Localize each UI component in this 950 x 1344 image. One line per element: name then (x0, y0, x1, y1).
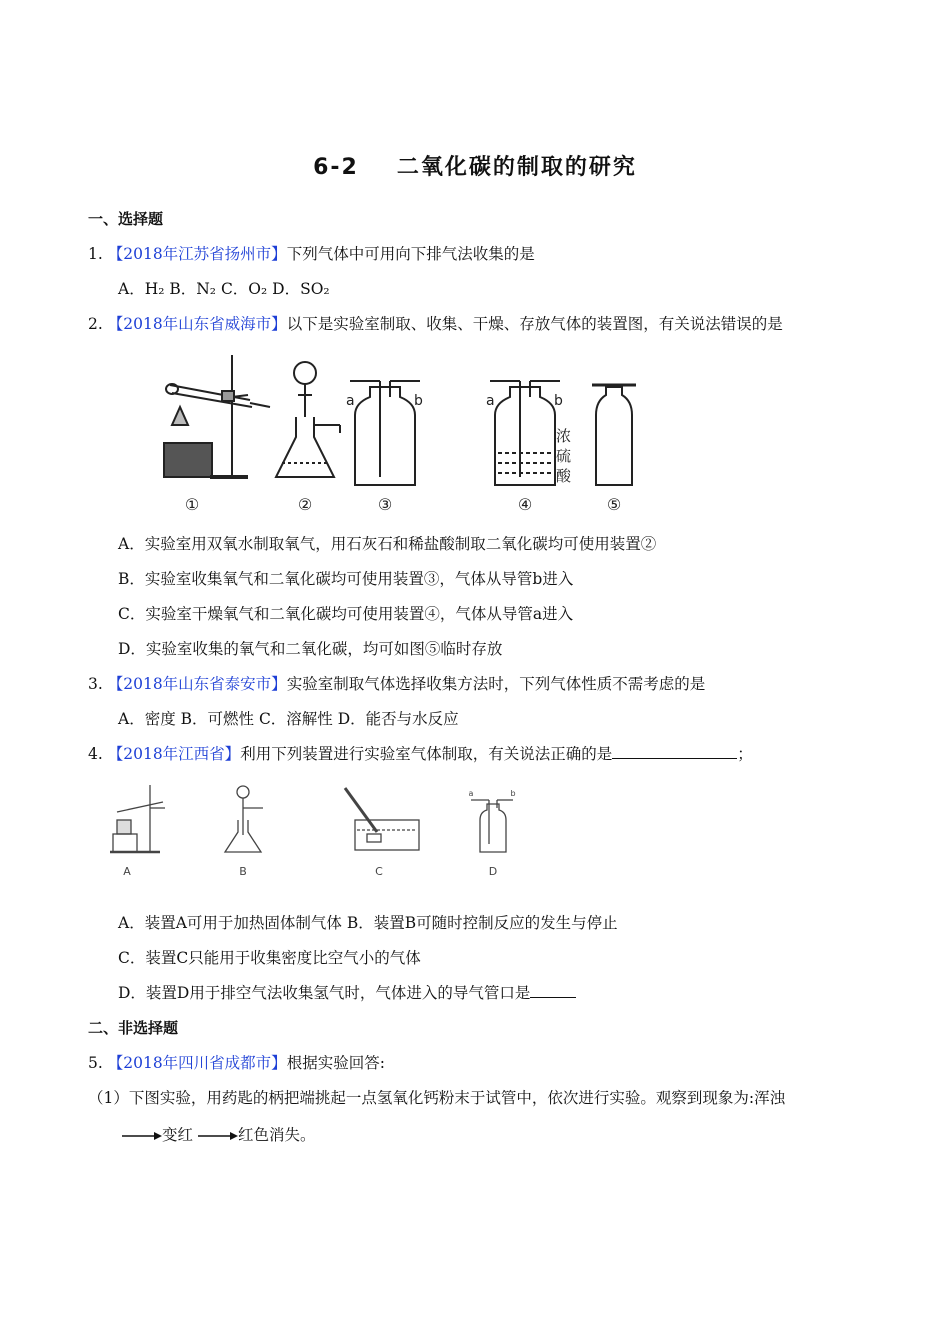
q1-number: 1. (88, 245, 103, 263)
q4-option-d-text: D．装置D用于排空气法收集氢气时，气体进入的导气管口是 (118, 984, 531, 1002)
arrow-right-icon (122, 1131, 162, 1141)
fig-label-5: ⑤ (606, 495, 622, 514)
fig-label-1: ① (184, 495, 200, 514)
q4-option-a: A．装置A可用于加热固体制气体 (118, 914, 342, 932)
q4-apparatus-figure (105, 780, 525, 880)
apparatus-d-bottle (471, 800, 513, 852)
q4-source: 【2018年江西省】 (107, 745, 241, 763)
question-2 (88, 313, 783, 335)
apparatus-b-flask (225, 786, 263, 852)
q4-stem-end: ； (737, 745, 753, 763)
q4-option-c: C．装置C只能用于收集密度比空气小的气体 (118, 949, 421, 967)
q5-observation (122, 1124, 315, 1146)
acid-label-3: 酸 (556, 467, 572, 485)
q2-tube-a-label-3: a (346, 393, 355, 409)
apparatus-1-heating (164, 355, 270, 477)
q4-option-b: B．装置B可随时控制反应的发生与停止 (346, 914, 618, 932)
acid-label-1: 浓 (556, 427, 572, 445)
title-number: 6-2 (313, 155, 359, 180)
apparatus-2-flask (276, 362, 340, 477)
q2-tube-a-label-4: a (486, 393, 495, 409)
q4-fig-label-c: C (375, 865, 383, 878)
apparatus-3-gas-bottle (350, 381, 420, 485)
q4-d-answer-blank[interactable] (530, 983, 576, 998)
arrow-right-icon (198, 1131, 238, 1141)
page-title (0, 150, 950, 181)
q2-option-b: B．实验室收集氧气和二氧化碳均可使用装置③，气体从导管b进入 (118, 570, 574, 588)
apparatus-4-wash-bottle (490, 381, 560, 485)
q3-number: 3. (88, 675, 103, 693)
question-3 (88, 673, 705, 695)
q4-fig-label-d: D (488, 865, 498, 878)
fig-label-3: ③ (377, 495, 393, 514)
q1-stem: 下列气体中可用向下排气法收集的是 (286, 245, 535, 263)
q5-stem: 根据实验回答: (286, 1054, 385, 1072)
q1-source: 【2018年江苏省扬州市】 (107, 245, 287, 263)
fig-label-2: ② (297, 495, 313, 514)
question-1 (88, 243, 535, 265)
q3-source: 【2018年山东省泰安市】 (107, 675, 287, 693)
q4-option-a-b (118, 912, 618, 934)
q5-step-2: 红色消失。 (237, 1126, 316, 1144)
acid-label-2: 硫 (556, 447, 572, 465)
q2-tube-b-label-4: b (554, 393, 563, 409)
q4-tube-a-label: a (468, 789, 474, 798)
section-choice-heading: 一、选择题 (88, 210, 164, 228)
q2-number: 2. (88, 315, 103, 333)
q5-sub1: （1）下图实验，用药匙的柄把端挑起一点氢氧化钙粉末于试管中，依次进行实验。观察到现象为:浑浊 (88, 1089, 786, 1107)
q5-step-1: 变红 (162, 1126, 194, 1144)
question-5 (88, 1052, 385, 1074)
q2-option-d: D．实验室收集的氧气和二氧化碳，均可如图⑤临时存放 (118, 640, 503, 658)
q5-number: 5. (88, 1054, 103, 1072)
q3-options: A．密度 B．可燃性 C．溶解性 D．能否与水反应 (118, 710, 459, 728)
question-4 (88, 743, 753, 765)
q4-stem: 利用下列装置进行实验室气体制取，有关说法正确的是 (240, 745, 613, 763)
q2-option-a: A．实验室用双氧水制取氧气，用石灰石和稀盐酸制取二氧化碳均可使用装置② (118, 535, 657, 553)
title-text: 二氧化碳的制取的研究 (396, 155, 637, 180)
apparatus-5-storage-bottle (592, 385, 636, 485)
q3-stem: 实验室制取气体选择收集方法时，下列气体性质不需考虑的是 (286, 675, 706, 693)
fig-label-4: ④ (517, 495, 533, 514)
q2-tube-b-label-3: b (414, 393, 423, 409)
q4-number: 4. (88, 745, 103, 763)
q2-apparatus-figure (150, 345, 670, 515)
q5-source: 【2018年四川省成都市】 (107, 1054, 287, 1072)
q4-fig-label-b: B (239, 865, 247, 878)
apparatus-c-trough (345, 788, 419, 850)
q1-options: A．H₂ B．N₂ C．O₂ D．SO₂ (118, 280, 330, 298)
q2-option-c: C．实验室干燥氧气和二氧化碳均可使用装置④，气体从导管a进入 (118, 605, 574, 623)
q4-answer-blank[interactable] (612, 744, 737, 759)
q2-source: 【2018年山东省威海市】 (107, 315, 287, 333)
section-nonchoice-heading: 二、非选择题 (88, 1019, 179, 1037)
q2-stem: 以下是实验室制取、收集、干燥、存放气体的装置图，有关说法错误的是 (286, 315, 783, 333)
q4-tube-b-label: b (510, 789, 516, 798)
apparatus-a-heating (110, 785, 165, 852)
q4-option-d (118, 982, 576, 1004)
q4-fig-label-a: A (123, 865, 131, 878)
